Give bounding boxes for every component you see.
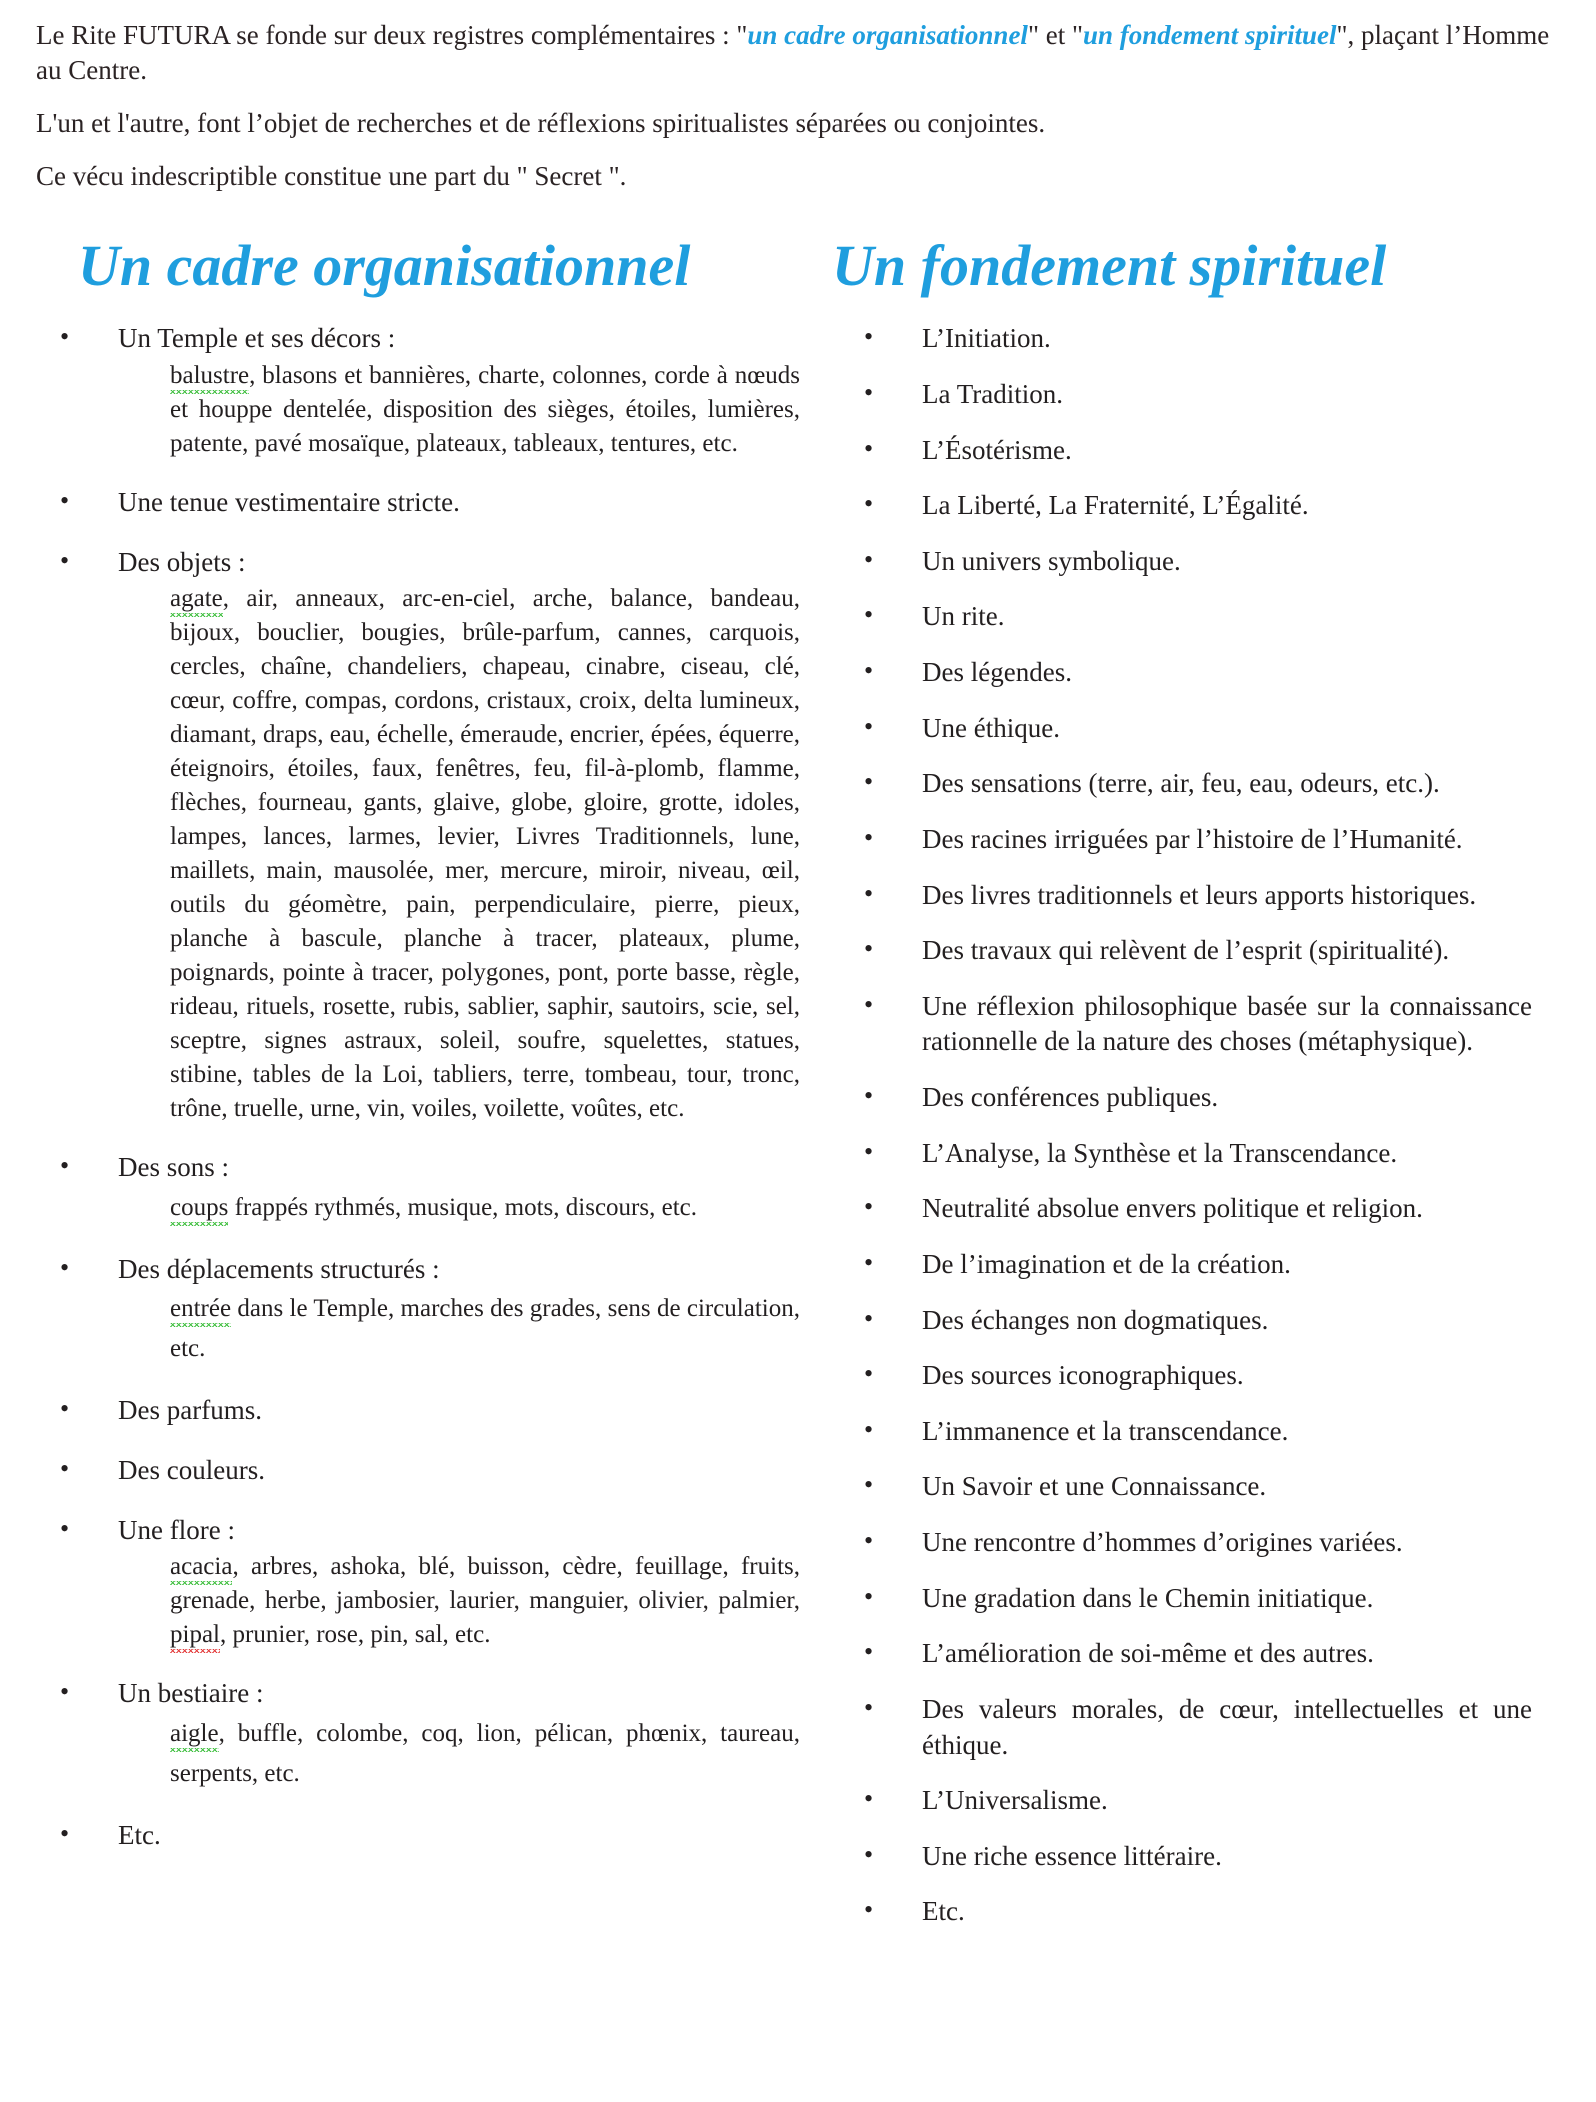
spellcheck-squiggle: aigle — [170, 1719, 219, 1747]
two-column-body — [36, 303, 1556, 1950]
section-headings-row — [36, 233, 1556, 299]
list-item-label: • Un Temple et ses décors : — [118, 323, 396, 354]
list-item — [36, 1513, 826, 1653]
list-item-detail-text: dans le Temple, marches des grades, sens de circulation, etc. — [170, 1295, 800, 1363]
intro-block — [36, 18, 1556, 194]
intro-accent-cadre: un cadre organisationnel — [747, 20, 1028, 50]
list-item-detail-text: , air, anneaux, arc-en-ciel, arche, balance, bandeau, bijoux, bouclier, bougies, brûle-parfum, cannes, carquois, cercles, chaîne, chandeliers, chapeau, cinabre, ciseau, clé, cœur, coffre, compas, cordons, cristaux, croix, delta lumineux, diamant, draps, eau, échelle, émeraude, encrier, épées, équerre, éteignoirs, étoiles, faux, fenêtres, feu, fil-à-plomb, flamme, flèches, fourneau, gants, glaive, globe, gloire, grotte, idoles, lampes, lances, larmes, levier, Livres Traditionnels, lune, maillets, main, mausolée, mer, mercure, miroir, niveau, œil, outils du géomètre, pain, perpendiculaire, pierre, pieux, planche à bascule, planche à tracer, plateaux, plume, poignards, pointe à tracer, polygones, pont, porte basse, règle, rideau, rituels, rosette, rubis, sablier, saphir, sautoirs, scie, sel, sceptre, signes astraux, soleil, soufre, squelettes, statues, stibine, tables de la Loi, tabliers, terre, tombeau, tour, tronc, trône, truelle, urne, vin, voiles, voilette, voûtes, etc. — [170, 585, 800, 1123]
list-item-label: • L’immanence et la transcendance. — [922, 1415, 1289, 1446]
list-item-label: • Un rite. — [922, 601, 1005, 632]
list-item — [840, 377, 1556, 413]
list-item-label: • La Tradition. — [922, 378, 1064, 409]
list-item-label: • Des couleurs. — [118, 1455, 265, 1486]
list-item-label: • Etc. — [118, 1819, 161, 1850]
list-item-label: • Un bestiaire : — [118, 1678, 264, 1709]
list-item — [840, 599, 1556, 635]
list-item — [36, 1676, 826, 1794]
heading-fondement-spirituel: Un fondement spirituel — [832, 233, 1387, 299]
intro-paragraph-1 — [36, 18, 1556, 88]
list-item-label: • Des livres traditionnels et leurs apports historiques. — [922, 879, 1477, 910]
list-item-label: • Une flore : — [118, 1514, 235, 1545]
list-item-detail — [118, 582, 826, 1126]
list-item-label: • Des parfums. — [118, 1395, 262, 1426]
list-item-detail — [118, 1714, 826, 1794]
list-item-label: • Des objets : — [118, 546, 246, 577]
list-item-label: • Un univers symbolique. — [922, 545, 1181, 576]
list-item-label: • Un Savoir et une Connaissance. — [922, 1471, 1267, 1502]
list-item — [36, 545, 826, 1127]
list-item-detail-text: , buffle, colombe, coq, lion, pélican, phœnix, taureau, serpents, etc. — [170, 1719, 800, 1787]
list-item-detail — [118, 1550, 826, 1652]
list-item-detail-text: , blasons et bannières, charte, colonnes, corde à nœuds et houppe dentelée, disposition des sièges, étoiles, lumières, patente, pavé mosaïque, plateaux, tableaux, tentures, etc. — [170, 361, 800, 457]
list-item-detail-text: , arbres, ashoka, blé, buisson, cèdre, feuillage, fruits, grenade, herbe, jambosier, laurier, manguier, olivier, palmier, pipal, prunier, rose, pin, sal, etc. — [170, 1553, 800, 1649]
left-bullet-list — [36, 321, 826, 1853]
list-item — [36, 1252, 826, 1370]
list-item-label: • Une rencontre d’hommes d’origines variées. — [922, 1527, 1403, 1558]
list-item-label: • L’Analyse, la Synthèse et la Transcendance. — [922, 1137, 1398, 1168]
list-item-detail — [118, 359, 826, 461]
intro-accent-fondement: un fondement spirituel — [1082, 20, 1337, 50]
list-item-label: • Des valeurs morales, de cœur, intellectuelles et une éthique. — [922, 1693, 1532, 1760]
list-item — [840, 1783, 1556, 1819]
list-item-detail — [118, 1188, 826, 1228]
list-item-label: • Une tenue vestimentaire stricte. — [118, 486, 460, 517]
list-item — [36, 1150, 826, 1228]
list-item — [840, 989, 1556, 1060]
list-item — [36, 1393, 826, 1429]
list-item — [840, 766, 1556, 802]
list-item — [840, 1894, 1556, 1930]
list-item — [840, 433, 1556, 469]
list-item — [840, 1839, 1556, 1875]
list-item — [840, 1247, 1556, 1283]
list-item-label: • L’amélioration de soi-même et des autres. — [922, 1638, 1374, 1669]
list-item-label: • Neutralité absolue envers politique et religion. — [922, 1193, 1423, 1224]
list-item-label: • Des sensations (terre, air, feu, eau, odeurs, etc.). — [922, 768, 1440, 799]
list-item-label: • L’Initiation. — [922, 323, 1051, 354]
list-item-label: • Des sources iconographiques. — [922, 1360, 1244, 1391]
list-item — [840, 1525, 1556, 1561]
list-item — [36, 1453, 826, 1489]
list-item-label: • Des conférences publiques. — [922, 1082, 1219, 1113]
column-fondement-spirituel — [826, 303, 1556, 1950]
list-item — [840, 488, 1556, 524]
list-item — [840, 1358, 1556, 1394]
spellcheck-squiggle: pipal — [170, 1621, 220, 1649]
list-item-label: • Des travaux qui relèvent de l’esprit (spiritualité). — [922, 935, 1450, 966]
list-item — [840, 1469, 1556, 1505]
list-item — [840, 933, 1556, 969]
list-item — [840, 1636, 1556, 1672]
list-item-label: • Des déplacements structurés : — [118, 1253, 440, 1284]
list-item-label: • Une réflexion philosophique basée sur la connaissance rationnelle de la nature des choses (métaphysique). — [922, 990, 1532, 1057]
list-item-label: • Etc. — [922, 1896, 965, 1927]
list-item — [840, 1414, 1556, 1450]
list-item-label: • L’Ésotérisme. — [922, 434, 1072, 465]
list-item-detail — [118, 1289, 826, 1369]
list-item-label: • Une riche essence littéraire. — [922, 1840, 1222, 1871]
spellcheck-squiggle: balustre — [170, 361, 250, 389]
list-item-label: • De l’imagination et de la création. — [922, 1248, 1291, 1279]
spellcheck-squiggle: acacia — [170, 1553, 233, 1581]
list-item-label: • Des échanges non dogmatiques. — [922, 1304, 1269, 1335]
list-item — [840, 1303, 1556, 1339]
list-item — [840, 1581, 1556, 1617]
list-item — [36, 485, 826, 521]
list-item-label: • Une éthique. — [922, 712, 1060, 743]
intro-p1-part1: Le Rite FUTURA se fonde sur deux registres complémentaires : " — [36, 20, 748, 50]
list-item — [840, 711, 1556, 747]
list-item-label: • Des légendes. — [922, 657, 1072, 688]
right-bullet-list — [840, 321, 1556, 1930]
column-cadre-organisationnel — [36, 303, 826, 1877]
list-item-label: • Des racines irriguées par l’histoire de l’Humanité. — [922, 823, 1463, 854]
list-item-label: • Des sons : — [118, 1152, 230, 1183]
list-item — [840, 878, 1556, 914]
intro-paragraph-2: L'un et l'autre, font l’objet de recherches et de réflexions spiritualistes séparées ou conjointes. — [36, 108, 1046, 139]
list-item — [36, 321, 826, 461]
spellcheck-squiggle: entrée — [170, 1295, 232, 1323]
list-item — [840, 1692, 1556, 1763]
list-item-label: • La Liberté, La Fraternité, L’Égalité. — [922, 490, 1309, 521]
list-item-label: • L’Universalisme. — [922, 1785, 1108, 1816]
heading-cadre-organisationnel: Un cadre organisationnel — [78, 233, 691, 299]
list-item-detail-text: frappés rythmés, musique, mots, discours, etc. — [228, 1193, 697, 1221]
spellcheck-squiggle: agate — [170, 585, 223, 613]
list-item — [840, 321, 1556, 357]
list-item — [840, 655, 1556, 691]
intro-p1-part2: " et " — [1027, 20, 1083, 50]
list-item — [840, 1136, 1556, 1172]
list-item-label: • Une gradation dans le Chemin initiatique. — [922, 1582, 1374, 1613]
list-item — [840, 1080, 1556, 1116]
list-item — [840, 544, 1556, 580]
intro-p1-part3: ", plaçant l’Homme au Centre. — [36, 20, 1550, 86]
list-item — [840, 822, 1556, 858]
spellcheck-squiggle: coups — [170, 1193, 229, 1221]
intro-paragraph-3: Ce vécu indescriptible constitue une part du " Secret ". — [36, 161, 627, 192]
list-item — [840, 1191, 1556, 1227]
list-item — [36, 1818, 826, 1854]
